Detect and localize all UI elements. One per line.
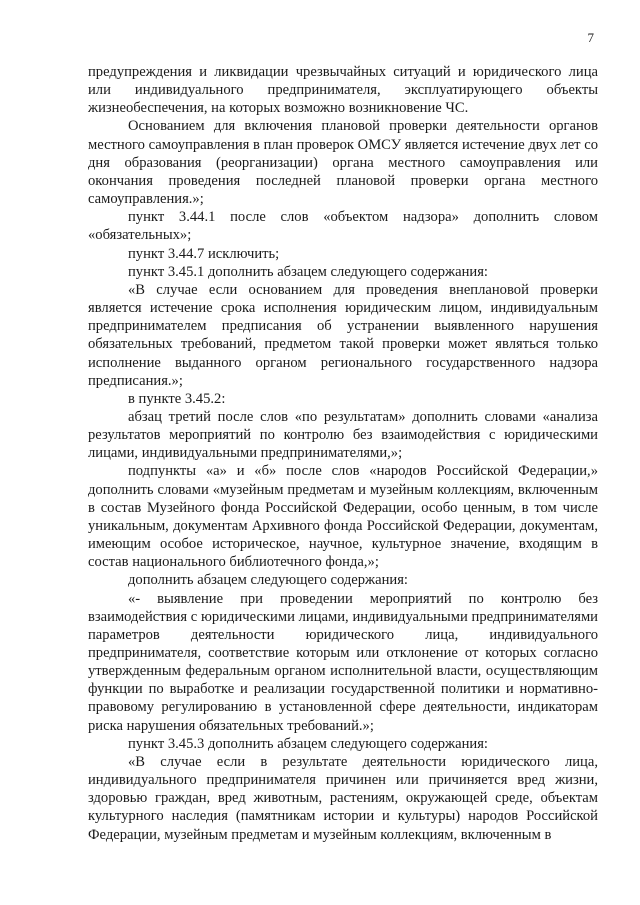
paragraph-clause-3-45-3: пункт 3.45.3 дополнить абзацем следующего содержания:	[128, 735, 488, 752]
paragraph-clause-3-45-2: в пункте 3.45.2:	[128, 390, 226, 407]
paragraph-unscheduled-inspection: «В случае если основанием для проведения внеплановой проверки является истечение срока исполнения юридическим лицом, индивидуальным предпринимателем предписания об устранении выявленного нарушения обязательных требований, предметом такой проверки может являться только исполнение выданного органом регионального государственного надзора предписания.»;	[88, 281, 598, 389]
paragraph-third-subparagraph: абзац третий после слов «по результатам» дополнить словами «анализа результатов мероприятий по контролю без взаимодействия с юридическими лицами, индивидуальными предпринимателями,»;	[88, 408, 598, 462]
paragraph-clause-3-45-1: пункт 3.45.1 дополнить абзацем следующего содержания:	[128, 263, 488, 280]
page-number: 7	[587, 30, 594, 45]
paragraph-add-subparagraph: дополнить абзацем следующего содержания:	[128, 572, 408, 589]
paragraph-subclauses-a-b: подпункты «а» и «б» после слов «народов Российской Федерации,» дополнить словами «музейным предметам и музейным коллекциям, включенным в состав Музейного фонда Российской Федерации, особо ценным, в том числе уникальным, документам Архивного фонда Российской Федерации, документам, имеющим особое историческое, научное, культурное значение, входящим в состав национального библиотечного фонда,»;	[88, 463, 598, 571]
document-body	[88, 63, 598, 844]
paragraph-harm-caused: «В случае если в результате деятельности юридического лица, индивидуального предпринимателя причинен или причиняется вред жизни, здоровью граждан, вред животным, растениям, окружающей среде, объектам культурного наследия (памятникам истории и культуры) народов Российской Федерации, музейным предметам и музейным коллекциям, включенным в	[88, 753, 598, 843]
paragraph-risk-indicators: «- выявление при проведении мероприятий по контролю без взаимодействия с юридическими лицами, индивидуальными предпринимателями параметров деятельности юридического лица, индивидуального предпринимателя, соответствие которым или отклонение от которых согласно утвержденным федеральным органом исполнительной власти, осуществляющим функции по выработке и реализации государственной политики и нормативно-правовому регулированию в установленной сфере деятельности, индикаторам риска нарушения обязательных требований.»;	[88, 590, 598, 734]
paragraph-clause-3-44-7: пункт 3.44.7 исключить;	[128, 245, 280, 262]
paragraph-basis-planned-inspection: Основанием для включения плановой проверки деятельности органов местного самоуправления в план проверок ОМСУ является истечение двух лет со дня образования (реорганизации) органа местного самоуправления или окончания проведения последней плановой проверки органа местного самоуправления.»;	[88, 118, 598, 208]
paragraph-ending-prevention: предупреждения и ликвидации чрезвычайных ситуаций и юридического лица или индивидуального предпринимателя, эксплуатирующего объекты жизнеобеспечения, на которых возможно возникновение ЧС.	[88, 64, 598, 117]
paragraph-clause-3-44-1: пункт 3.44.1 после слов «объектом надзора» дополнить словом «обязательных»;	[88, 209, 598, 244]
